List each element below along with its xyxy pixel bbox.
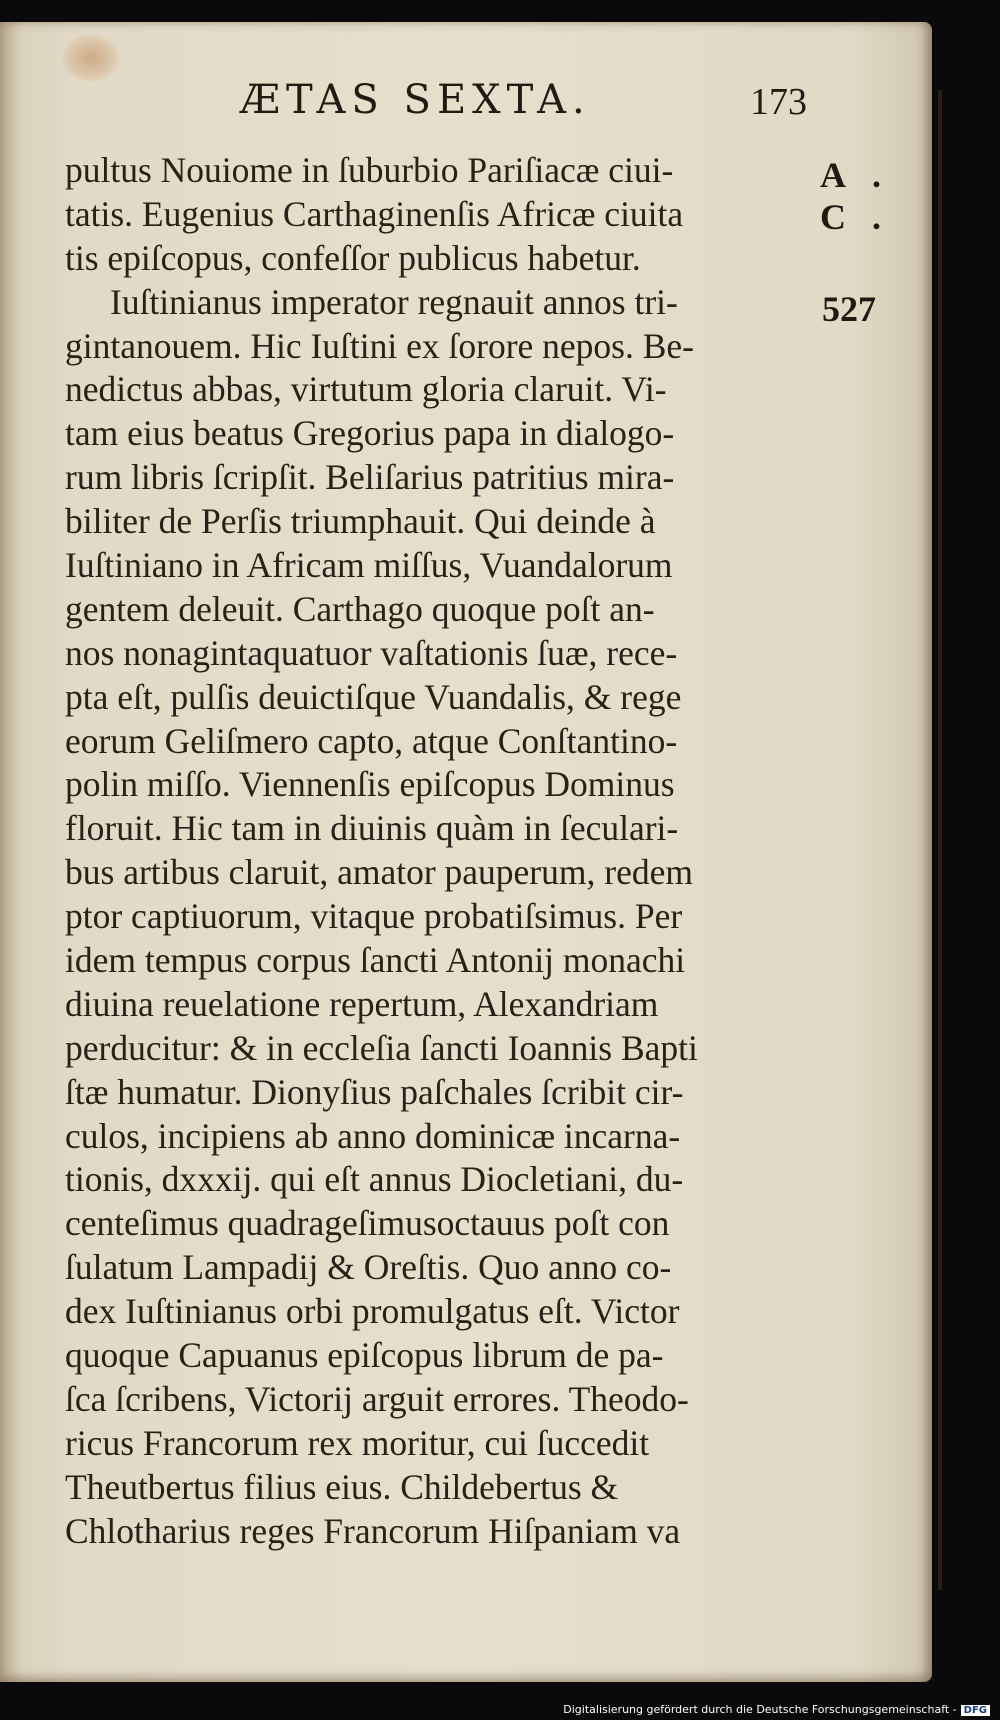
text-line: Chlotharius reges Francorum Hiſpaniam va (65, 1510, 681, 1551)
text-line: bus artibus claruit, amator pauperum, redem (65, 852, 693, 893)
body-text (65, 149, 825, 1554)
text-line: tionis, dxxxij. qui eſt annus Diocletiani, du- (65, 1159, 684, 1200)
margin-rule (938, 90, 942, 1590)
margin-year-label: 527 (822, 289, 876, 329)
text-line: ricus Francorum rex moritur, cui ſuccedit (65, 1422, 650, 1463)
text-line: ſca ſcribens, Victorij arguit errores. Theodo- (65, 1378, 689, 1419)
text-line: gentem deleuit. Carthago quoque poſt an- (65, 588, 655, 629)
dfg-logo: DFG (961, 1705, 990, 1716)
text-line: ſtæ humatur. Dionyſius paſchales ſcribit cir- (65, 1071, 684, 1112)
text-line: Iuſtiniano in Africam miſſus, Vuandalorum (65, 545, 673, 586)
text-line: gintanouem. Hic Iuſtini ex ſorore nepos. Be- (65, 325, 694, 366)
text-line: pultus Nouiome in ſuburbio Pariſiacæ ciui- (65, 150, 674, 190)
running-head: ÆTAS SEXTA. (240, 77, 591, 123)
text-line: dex Iuſtinianus orbi promulgatus eſt. Victor (65, 1291, 680, 1332)
text-line: rum libris ſcripſit. Beliſarius patritius mira- (65, 457, 675, 498)
text-line: centeſimus quadrageſimusoctauus poſt con (65, 1203, 670, 1244)
margin-era-label: A. C. (820, 155, 907, 237)
footer-credit: Digitalisierung gefördert durch die Deutsche Forschungsgemeinschaft - (563, 1703, 957, 1716)
text-line: culos, incipiens ab anno dominicæ incarna- (65, 1115, 681, 1156)
text-line: pta eſt, pulſis deuictiſque Vuandalis, & rege (65, 676, 682, 717)
page-number: 173 (750, 81, 807, 123)
text-line: tam eius beatus Gregorius papa in dialogo- (65, 413, 675, 454)
text-line: tis epiſcopus, confeſſor publicus habetur. (65, 237, 641, 278)
text-line: biliter de Perſis triumphauit. Qui deinde à (65, 501, 656, 542)
text-line: polin miſſo. Viennenſis epiſcopus Dominus (65, 764, 675, 805)
text-line: ſulatum Lampadij & Oreſtis. Quo anno co- (65, 1247, 672, 1288)
text-line: idem tempus corpus ſancti Antonij monachi (65, 940, 686, 981)
text-line: Iuſtinianus imperator regnauit annos tri- (110, 281, 678, 322)
text-line: nos nonagintaquatuor vaſtationis ſuæ, rece- (65, 632, 678, 673)
text-line: eorum Geliſmero capto, atque Conſtantino- (65, 720, 678, 761)
text-line: perducitur: & in eccleſia ſancti Ioannis Bapti (65, 1027, 698, 1068)
text-line: tatis. Eugenius Carthaginenſis Africæ ciuita (65, 193, 684, 234)
digitization-footer (563, 1703, 990, 1716)
book-page (0, 22, 932, 1682)
text-line: nedictus abbas, virtutum gloria claruit. Vi- (65, 369, 667, 410)
text-line: ptor captiuorum, vitaque probatiſsimus. Per (65, 896, 683, 937)
paper-stain (62, 34, 120, 82)
text-line: quoque Capuanus epiſcopus librum de pa- (65, 1335, 664, 1376)
text-line: floruit. Hic tam in diuinis quàm in ſeculari- (65, 808, 679, 849)
page-gutter-shadow (0, 22, 22, 1682)
text-line: diuina reuelatione repertum, Alexandriam (65, 983, 659, 1024)
text-line: Theutbertus filius eius. Childebertus & (65, 1466, 619, 1507)
